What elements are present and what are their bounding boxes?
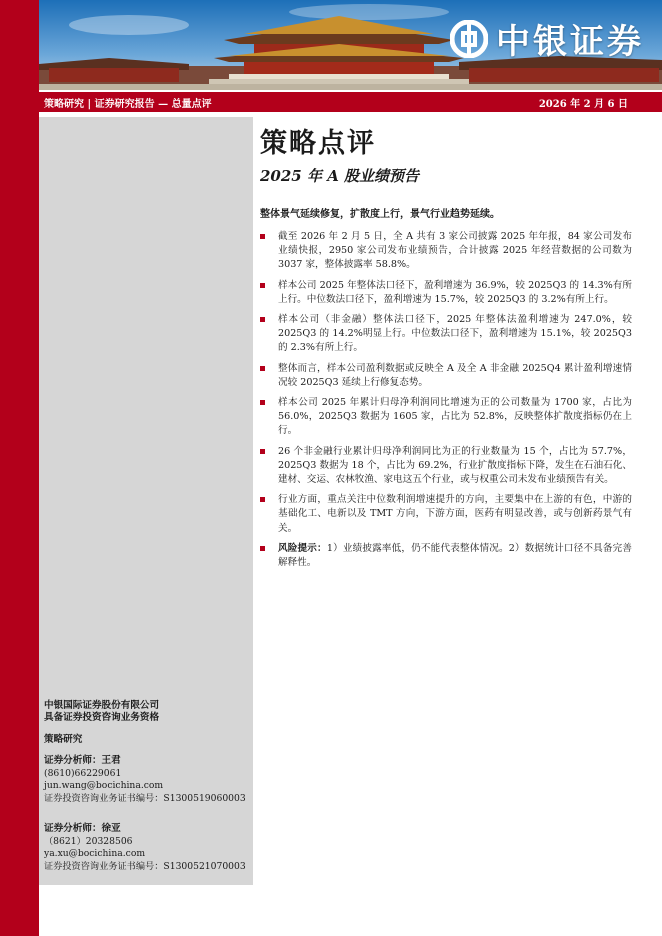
bullet-square-icon (260, 497, 265, 502)
list-item: 整体而言，样本公司盈利数据或反映全 A 及全 A 非金融 2025Q4 累计盈利增速情况较 2025Q3 延续上行修复态势。 (260, 362, 632, 390)
bank-of-china-logo-icon (450, 20, 488, 58)
bullet-square-icon (260, 449, 265, 454)
bullet-square-icon (260, 317, 265, 322)
report-date: 2026 年 2 月 6 日 (538, 98, 628, 110)
report-category: 策略研究 | 证券研究报告 — 总量点评 (44, 98, 212, 110)
list-item: 样本公司 2025 年累计归母净利润同比增速为正的公司数量为 1700 家，占比为 56.0%，2025Q3 数据为 1605 家，占比为 52.8%，反映整体扩散度指标仍在上行。 (260, 396, 632, 439)
report-info-bar (39, 92, 662, 112)
page-title: 策略点评 (260, 128, 376, 159)
summary-line: 整体景气延续修复，扩散度上行，景气行业趋势延续。 (260, 209, 500, 220)
brand-name: 中银证券 (496, 22, 644, 62)
bullet-square-icon (260, 366, 265, 371)
left-accent-bar (0, 0, 39, 936)
sidebar (39, 117, 253, 885)
bullet-list (260, 230, 632, 570)
risk-label: 风险提示： (278, 542, 327, 554)
bullet-square-icon (260, 400, 265, 405)
list-item: 行业方面，重点关注中位数利润增速提升的方向，主要集中在上游的有色，中游的基础化工、电新以及 TMT 方向，下游方面，医药有明显改善，或与创新药景气有关。 (260, 493, 632, 536)
analyst-email[interactable]: ya.xu@bocichina.com (44, 848, 146, 859)
analyst-cert: 证券投资咨询业务证书编号：S1300519060003 (44, 792, 246, 804)
brand-logo (450, 14, 644, 63)
company-name: 中银国际证券股份有限公司 (44, 699, 160, 711)
list-item: 样本公司 2025 年整体法口径下，盈利增速为 36.9%，较 2025Q3 的 14.3%有所上行。中位数法口径下，盈利增速为 15.7%，较 2025Q3 的 3.2%有所上行。 (260, 279, 632, 307)
risk-text: 1）业绩披露率低，仍不能代表整体情况。2）数据统计口径不具备完善解释性。 (278, 542, 632, 569)
analyst-email[interactable]: jun.wang@bocichina.com (44, 780, 164, 791)
qualification: 具备证券投资咨询业务资格 (44, 712, 160, 723)
bullet-square-icon (260, 546, 265, 551)
department: 策略研究 (44, 733, 83, 745)
sidebar-contact (44, 700, 249, 874)
main-content (260, 126, 632, 576)
analyst-phone: （8621）20328506 (44, 835, 133, 847)
list-item: 截至 2026 年 2 月 5 日，全 A 共有 3 家公司披露 2025 年年报，84 家公司发布业绩快报，2950 家公司发布业绩预告，合计披露 2025 年经营数据的公司数为 3037 家，整体披露率 58.8%。 (260, 230, 632, 273)
risk-item (260, 542, 632, 570)
bullet-square-icon (260, 234, 265, 239)
analyst-phone: (8610)66229061 (44, 767, 122, 779)
list-item: 样本公司（非金融）整体法口径下，2025 年整体法盈利增速为 247.0%，较 2025Q3 的 14.2%明显上行。中位数法口径下，盈利增速为 15.1%，较 2025Q3 的 2.3%有所上行。 (260, 313, 632, 356)
bullet-square-icon (260, 283, 265, 288)
analyst-cert: 证券投资咨询业务证书编号：S1300521070003 (44, 860, 246, 872)
header-banner (39, 0, 662, 90)
list-item: 26 个非金融行业累计归母净利润同比为正的行业数量为 15 个，占比为 57.7%，2025Q3 数据为 18 个，占比为 69.2%，行业扩散度指标下降，发生在石油石化、建材、交运、农林牧渔、家电这五个行业，或与权重公司未发布业绩预告有关。 (260, 445, 632, 488)
analyst-label: 证券分析师：王君 (44, 755, 121, 766)
analyst-label: 证券分析师：徐亚 (44, 823, 121, 834)
page-subtitle: 2025 年 A 股业绩预告 (260, 167, 420, 185)
